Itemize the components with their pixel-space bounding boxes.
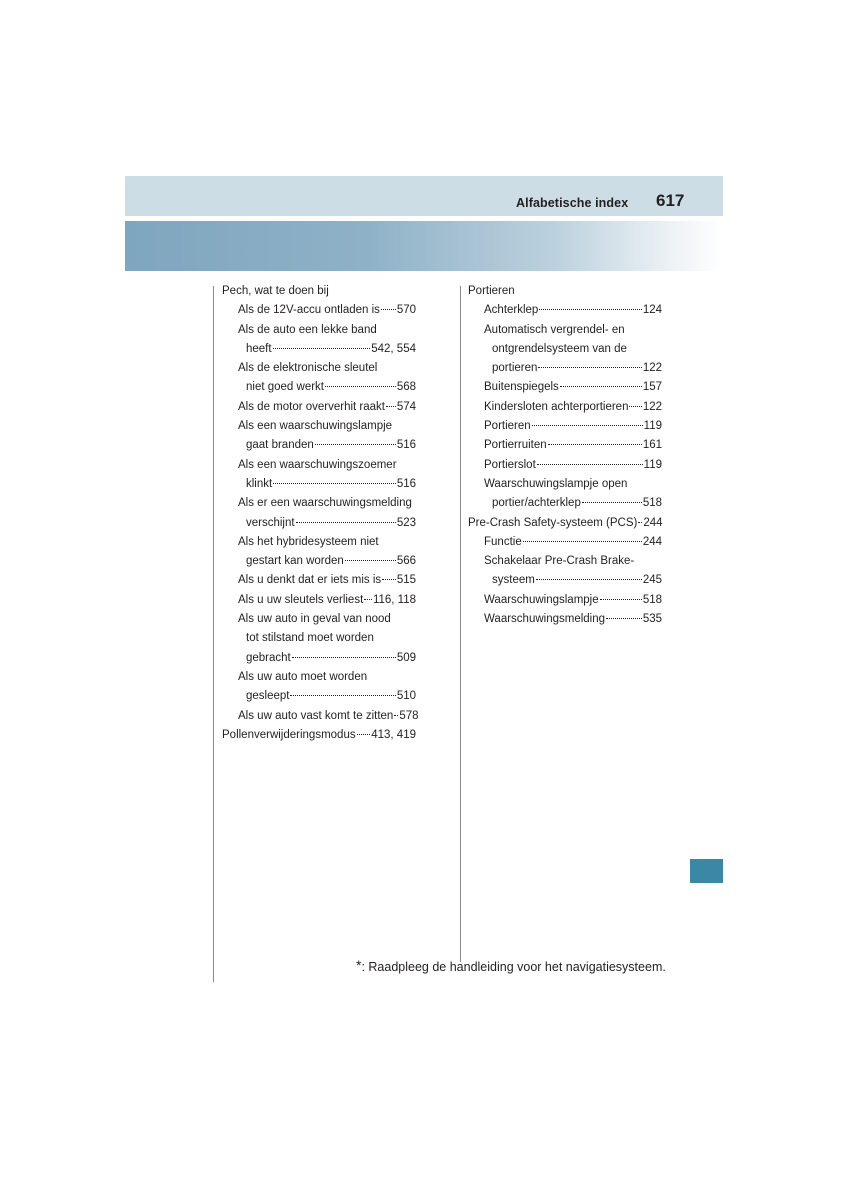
index-entry-page: 124 [642, 304, 662, 317]
index-entry [222, 301, 416, 320]
dot-leader [629, 406, 641, 407]
index-entry [468, 514, 662, 533]
index-entry [222, 514, 416, 533]
chapter-tab-marker [690, 859, 723, 883]
index-entry-page: 578 [399, 709, 419, 722]
index-entry-text: gestart kan worden [246, 555, 344, 568]
index-entry-text: Pre-Crash Safety-systeem (PCS) [468, 516, 638, 529]
dot-leader [296, 522, 396, 523]
index-entry [468, 591, 662, 610]
index-entry [222, 436, 416, 455]
index-entry [468, 436, 662, 455]
index-entry [222, 533, 416, 552]
index-entry [468, 340, 662, 359]
index-entry-page: 518 [642, 497, 662, 510]
index-entry-page: 568 [396, 381, 416, 394]
dot-leader [638, 522, 642, 523]
dot-leader [292, 657, 396, 658]
index-entry [468, 321, 662, 340]
index-entry-text: Waarschuwingslampje [484, 593, 599, 606]
dot-leader [325, 386, 396, 387]
dot-leader [315, 444, 396, 445]
index-entry-text: ontgrendelsysteem van de [492, 342, 627, 355]
index-entry [468, 533, 662, 552]
dot-leader [537, 464, 643, 465]
index-entry-page: 518 [642, 593, 662, 606]
index-entry-text: Als de 12V-accu ontladen is [238, 304, 380, 317]
index-entry-page: 574 [396, 400, 416, 413]
index-entry-text: Buitenspiegels [484, 381, 559, 394]
index-entry [222, 726, 416, 745]
index-entry [468, 552, 662, 571]
index-entry-page: 116, 118 [372, 593, 416, 606]
index-entry [468, 456, 662, 475]
dot-leader [539, 309, 641, 310]
index-entry-text: portieren [492, 362, 538, 375]
index-entry-page: 244 [643, 516, 663, 529]
index-entry-text: portier/achterklep [492, 497, 581, 510]
index-entry-text: Als uw auto in geval van nood [238, 613, 391, 626]
index-entry [222, 552, 416, 571]
index-entry-text: Waarschuwingsmelding [484, 613, 606, 626]
index-entry-page: 510 [396, 690, 416, 703]
section-title: Alfabetische index [516, 196, 629, 210]
index-entry-page: 119 [643, 420, 662, 433]
dot-leader [394, 715, 398, 716]
index-entry [468, 398, 662, 417]
index-entry-page: 119 [643, 458, 662, 471]
index-entry-text: Kindersloten achterportieren [484, 400, 629, 413]
dot-leader [345, 560, 396, 561]
dot-leader [536, 579, 642, 580]
index-column-left [222, 282, 419, 745]
index-entry [222, 398, 416, 417]
dot-leader [290, 695, 395, 696]
index-entry-text: Achterklep [484, 304, 539, 317]
index-entry [222, 340, 416, 359]
index-entry [468, 301, 662, 320]
index-entry-text: heeft [246, 342, 272, 355]
index-entry-page: 245 [642, 574, 662, 587]
index-entry-text: Als uw auto moet worden [238, 670, 368, 683]
index-entry [468, 359, 662, 378]
dot-leader [548, 444, 642, 445]
index-entry [222, 456, 416, 475]
dot-leader [523, 541, 642, 542]
index-entry [222, 610, 416, 629]
index-entry-page: 570 [396, 304, 416, 317]
index-entry [222, 629, 416, 648]
dot-leader [386, 406, 396, 407]
dot-leader [273, 483, 396, 484]
index-entry [222, 687, 416, 706]
index-entry [222, 649, 416, 668]
index-entry-text: Als de auto een lekke band [238, 323, 377, 336]
page-number: 617 [656, 191, 685, 210]
index-entry-page: 535 [642, 613, 662, 626]
right-column-rule [460, 286, 461, 962]
dot-leader [582, 502, 642, 503]
footnote [356, 957, 666, 976]
index-entry-text: Als uw auto vast komt te zitten [238, 709, 394, 722]
dot-leader [532, 425, 643, 426]
dot-leader [273, 348, 371, 349]
index-entry-text: Portierslot [484, 458, 536, 471]
index-entry [222, 378, 416, 397]
index-entry-text: Schakelaar Pre-Crash Brake- [484, 555, 635, 568]
index-entry-text: Portieren [468, 285, 515, 297]
index-entry [222, 359, 416, 378]
index-entry-page: 523 [396, 516, 416, 529]
index-entry-text: Portierruiten [484, 439, 547, 452]
index-entry-page: 516 [396, 477, 416, 490]
index-entry-text: Als u denkt dat er iets mis is [238, 574, 382, 587]
index-entry-text: verschijnt [246, 516, 295, 529]
index-entry-text: systeem [492, 574, 535, 587]
index-entry-text: gebracht [246, 651, 291, 664]
dot-leader [357, 734, 371, 735]
index-entry-text: niet goed werkt [246, 381, 324, 394]
index-entry [468, 475, 662, 494]
index-entry [468, 282, 662, 301]
index-entry-text: gaat branden [246, 439, 314, 452]
index-entry [468, 610, 662, 629]
index-entry [222, 475, 416, 494]
index-entry [222, 571, 416, 590]
index-entry-page: 509 [396, 651, 416, 664]
index-entry-text: Pollenverwijderingsmodus [222, 728, 356, 741]
index-entry [468, 378, 662, 397]
index-entry-text: gesleept [246, 690, 290, 703]
index-entry-page: 244 [642, 535, 662, 548]
index-entry-text: Als u uw sleutels verliest [238, 593, 364, 606]
left-column-rule [213, 286, 214, 982]
dot-leader [606, 618, 642, 619]
index-entry-text: Waarschuwingslampje open [484, 477, 628, 490]
index-entry [222, 668, 416, 687]
index-entry-text: Als het hybridesysteem niet [238, 535, 379, 548]
index-entry [222, 494, 416, 513]
index-entry [222, 321, 416, 340]
footnote-marker: * [356, 957, 362, 973]
index-entry-text: Als er een waarschuwingsmelding [238, 497, 412, 510]
index-entry [468, 494, 662, 513]
dot-leader [382, 579, 396, 580]
index-entry-text: tot stilstand moet worden [246, 632, 374, 645]
index-entry-page: 413, 419 [371, 728, 416, 741]
dot-leader [538, 367, 641, 368]
index-entry-text: Automatisch vergrendel- en [484, 323, 625, 336]
dot-leader [560, 386, 642, 387]
index-entry-page: 542, 554 [371, 342, 416, 355]
dot-leader [364, 599, 372, 600]
index-entry-page: 122 [642, 400, 662, 413]
index-entry [468, 571, 662, 590]
index-entry-text: Functie [484, 535, 522, 548]
index-entry-text: Als de elektronische sleutel [238, 362, 378, 375]
index-entry-text: Als de motor oververhit raakt [238, 400, 386, 413]
decorative-gradient-band [125, 221, 723, 271]
index-entry-text: klinkt [246, 477, 273, 490]
footnote-text: : Raadpleeg de handleiding voor het navigatiesysteem. [361, 960, 666, 974]
index-entry-text: Als een waarschuwingslampje [238, 420, 393, 433]
index-column-right [468, 282, 662, 629]
index-entry-text: Portieren [484, 420, 531, 433]
index-entry-page: 516 [396, 439, 416, 452]
index-entry-page: 161 [642, 439, 662, 452]
index-entry [222, 591, 416, 610]
index-entry [222, 707, 419, 726]
index-entry-page: 515 [396, 574, 416, 587]
index-entry-text: Pech, wat te doen bij [222, 285, 329, 297]
dot-leader [381, 309, 396, 310]
index-entry-text: Als een waarschuwingszoemer [238, 458, 397, 471]
index-entry [468, 417, 662, 436]
index-entry-page: 122 [642, 362, 662, 375]
index-entry [222, 282, 416, 301]
index-entry [222, 417, 416, 436]
index-entry-page: 157 [642, 381, 662, 394]
header-band [125, 176, 723, 216]
dot-leader [600, 599, 642, 600]
index-entry-page: 566 [396, 555, 416, 568]
